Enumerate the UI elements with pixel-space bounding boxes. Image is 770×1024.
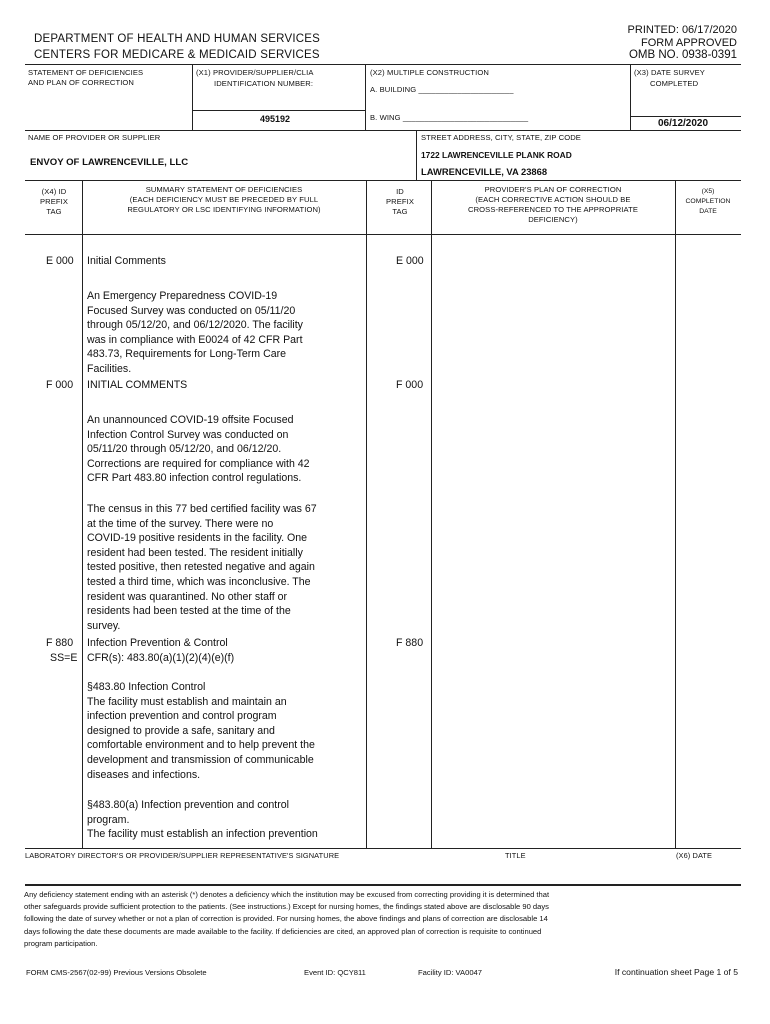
x3-label-line1: (X3) DATE SURVEY [634,68,705,77]
printed-date: PRINTED: 06/17/2020 [627,24,737,36]
body-line: tested a third time, which was inconclusive. The [87,575,311,588]
body-line: §483.80 Infection Control [87,681,206,693]
provider-city: LAWRENCEVILLE, VA 23868 [421,166,548,177]
body-line: §483.80(a) Infection prevention and control [87,799,290,811]
body-line: at the time of the survey. There were no [87,517,274,530]
f000-tag-right: F 000 [396,379,424,391]
footnote-line: other safeguards provide sufficient protection to the patients. (See instructions.) Except for nursing homes, the findings stated above are disclosable 90 days [24,902,549,912]
body-line: Corrections are required for compliance with 42 [87,457,310,470]
wing-label: B. WING _____________________________ [370,113,529,122]
plan-of-correction-header: PROVIDER'S PLAN OF CORRECTION (EACH CORRECTIVE ACTION SHOULD BE CROSS-REFERENCED TO THE APPROPRIATE DEFICIENCY) [467,185,639,224]
page-number: If continuation sheet Page 1 of 5 [614,967,738,977]
provider-box-bottom-border [25,180,741,181]
f000-title: INITIAL COMMENTS [87,379,188,391]
col-line-plan-right [675,180,676,848]
top-border [25,64,741,65]
id-prefix-header: ID PREFIX TAG [385,187,415,216]
body-line: infection prevention and control program [87,710,277,723]
disclosure-footnote [24,889,744,950]
body-line: An unannounced COVID-19 offsite Focused [87,414,294,426]
provider-name: ENVOY OF LAWRENCEVILLE, LLC [30,157,189,168]
col-divider-address [416,130,417,180]
x1-divider [192,110,365,111]
footnote-line: Any deficiency statement ending with an asterisk (*) denotes a deficiency which the institution may be excused from correcting providing it is determined that [24,890,550,899]
event-id: Event ID: QCY811 [304,968,366,977]
f880-cfr: CFR(s): 483.80(a)(1)(2)(4)(e)(f) [87,652,235,664]
col-divider-x2 [365,64,366,130]
body-line: designed to provide a safe, sanitary and [87,724,275,737]
statement-label: STATEMENT OF DEFICIENCIES AND PLAN OF CORRECTION [28,68,144,87]
f000-body-2 [87,502,317,633]
col-line-summary-left [82,180,83,848]
completion-date-header: (X5) COMPLETION DATE [685,188,731,215]
body-line: COVID-19 positive residents in the facility. One [87,532,308,545]
form-id: FORM CMS-2567(02-99) Previous Versions Obsolete [26,968,207,977]
provider-number: 495192 [260,114,291,124]
col-divider-x1 [192,64,193,130]
signature-label: LABORATORY DIRECTOR'S OR PROVIDER/SUPPLIER REPRESENTATIVE'S SIGNATURE [25,851,340,860]
f880-tag-right: F 880 [396,637,424,649]
f880-title: Infection Prevention & Control [87,637,228,649]
id-box-bottom-border [25,130,741,131]
form-approved: FORM APPROVED [641,37,737,49]
body-line: Infection Control Survey was conducted on [87,428,289,441]
provider-name-label: NAME OF PROVIDER OR SUPPLIER [28,133,161,142]
x1-label-line2: IDENTIFICATION NUMBER: [214,79,314,88]
e000-body [87,289,303,377]
body-line: was in compliance with E0024 of 42 CFR Part [87,333,303,346]
f880-scope-severity: SS=E [50,652,78,664]
body-line: An Emergency Preparedness COVID-19 [87,290,278,302]
x6-date-label: (X6) DATE [676,851,713,860]
body-line: program. [87,813,130,826]
agency-title: CENTERS FOR MEDICARE & MEDICAID SERVICES [34,49,320,61]
facility-id: Facility ID: VA0047 [418,968,483,977]
footnote-line: days following the date these documents are made available to the facility. If deficiencies are cited, an approved plan of correction is requisite to continued [24,926,542,936]
e000-tag-right: E 000 [396,255,424,267]
body-line: diseases and infections. [87,768,201,781]
col-line-summary-right [366,180,367,848]
column-header-bottom-border [25,234,741,235]
body-line: tested positive, then retested negative and again [87,561,315,574]
body-line: Focused Survey was conducted on 05/11/20 [87,304,296,317]
summary-header: SUMMARY STATEMENT OF DEFICIENCIES (EACH DEFICIENCY MUST BE PRECEDED BY FULL REGULATORY OR LSC IDENTIFYING INFORMATION) [127,185,321,214]
body-line: comfortable environment and to help prevent the [87,739,315,752]
e000-title: Initial Comments [87,255,166,267]
body-line: development and transmission of communicable [87,753,314,766]
body-line: 05/11/20 through 05/12/20, and 06/12/20. [87,443,282,456]
f880-tag: F 880 [46,637,74,649]
body-line: Facilities. [87,362,132,375]
body-line: survey. [87,619,121,632]
title-label: TITLE [505,851,526,860]
body-line: resident had been tested. The resident initially [87,546,303,559]
e000-tag: E 000 [46,255,74,267]
x4-id-header: (X4) ID PREFIX TAG [39,187,69,216]
body-line: The facility must establish an infection prevention [87,828,318,841]
body-line: The facility must establish and maintain an [87,695,287,708]
body-line: CFR Part 483.80 infection control regulations. [87,472,302,485]
f880-body-1 [87,680,315,782]
footnote-line: following the date of survey whether or not a plan of correction is provided. For nursing homes, the above findings and plans of correction are disclosable 14 [24,914,548,924]
body-line: resident was quarantined. No other staff or [87,590,288,603]
department-title: DEPARTMENT OF HEALTH AND HUMAN SERVICES [34,33,320,45]
body-line: 483.73, Requirements for Long-Term Care [87,348,287,361]
provider-street: 1722 LAWRENCEVILLE PLANK ROAD [421,150,572,160]
footnote-line: program participation. [24,938,98,948]
f880-body-2 [87,798,318,842]
body-line: through 05/12/20, and 06/12/2020. The facility [87,319,303,332]
col-line-plan-left [431,180,432,848]
building-label: A. BUILDING ______________________ [370,85,514,94]
survey-completed-date: 06/12/2020 [658,118,709,129]
address-label: STREET ADDRESS, CITY, STATE, ZIP CODE [421,133,581,142]
body-line: residents had been tested at the time of the [87,605,291,618]
x2-label: (X2) MULTIPLE CONSTRUCTION [370,68,489,77]
signature-bottom-border [25,884,741,886]
body-line: The census in this 77 bed certified facility was 67 [87,503,317,515]
f000-tag: F 000 [46,379,74,391]
x3-divider [630,116,741,117]
x1-label-line1: (X1) PROVIDER/SUPPLIER/CLIA [196,68,314,77]
col-divider-x3 [630,64,631,130]
x3-label-line2: COMPLETED [650,79,699,88]
f000-body-1 [87,413,310,486]
body-bottom-border [25,848,741,849]
omb-number: OMB NO. 0938-0391 [628,49,737,61]
